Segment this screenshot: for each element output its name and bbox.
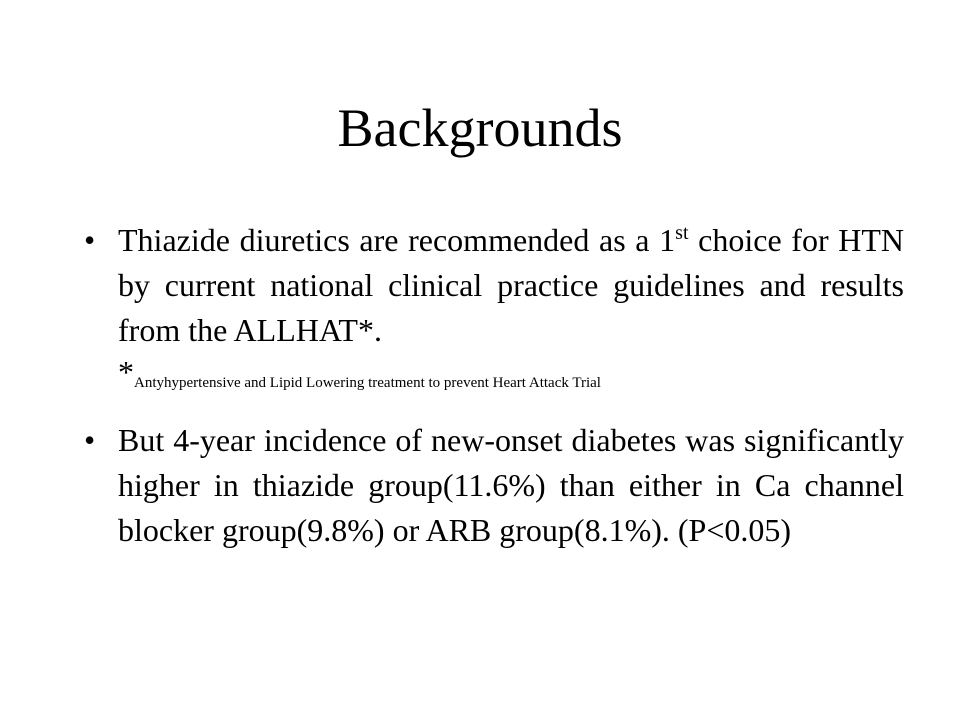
bullet-text: But 4-year incidence of new-onset diabetes was significantly higher in thiazide group(11.6%) than either in Ca channel blocker group(9.8%) or ARB group(8.1%). (P<0.05) [118, 422, 904, 548]
bullet-item-thiazide [84, 218, 904, 400]
bullet-list [84, 218, 904, 553]
footnote-text: Antyhypertensive and Lipid Lowering treatment to prevent Heart Attack Trial [134, 375, 601, 391]
bullet-text-part-1: Thiazide diuretics are recommended as a 1 [118, 222, 676, 258]
footnote-marker: * [118, 354, 134, 390]
footnote [118, 355, 904, 400]
bullet-icon: • [84, 222, 96, 258]
superscript-st: st [675, 222, 689, 244]
slide-title: Backgrounds [337, 98, 623, 158]
bullet-item-diabetes [84, 418, 904, 553]
bullet-text-part-2: choice for HTN by current national clinical practice guidelines and results from the ALLHAT*. [118, 222, 905, 348]
bullet-icon: • [84, 422, 96, 458]
